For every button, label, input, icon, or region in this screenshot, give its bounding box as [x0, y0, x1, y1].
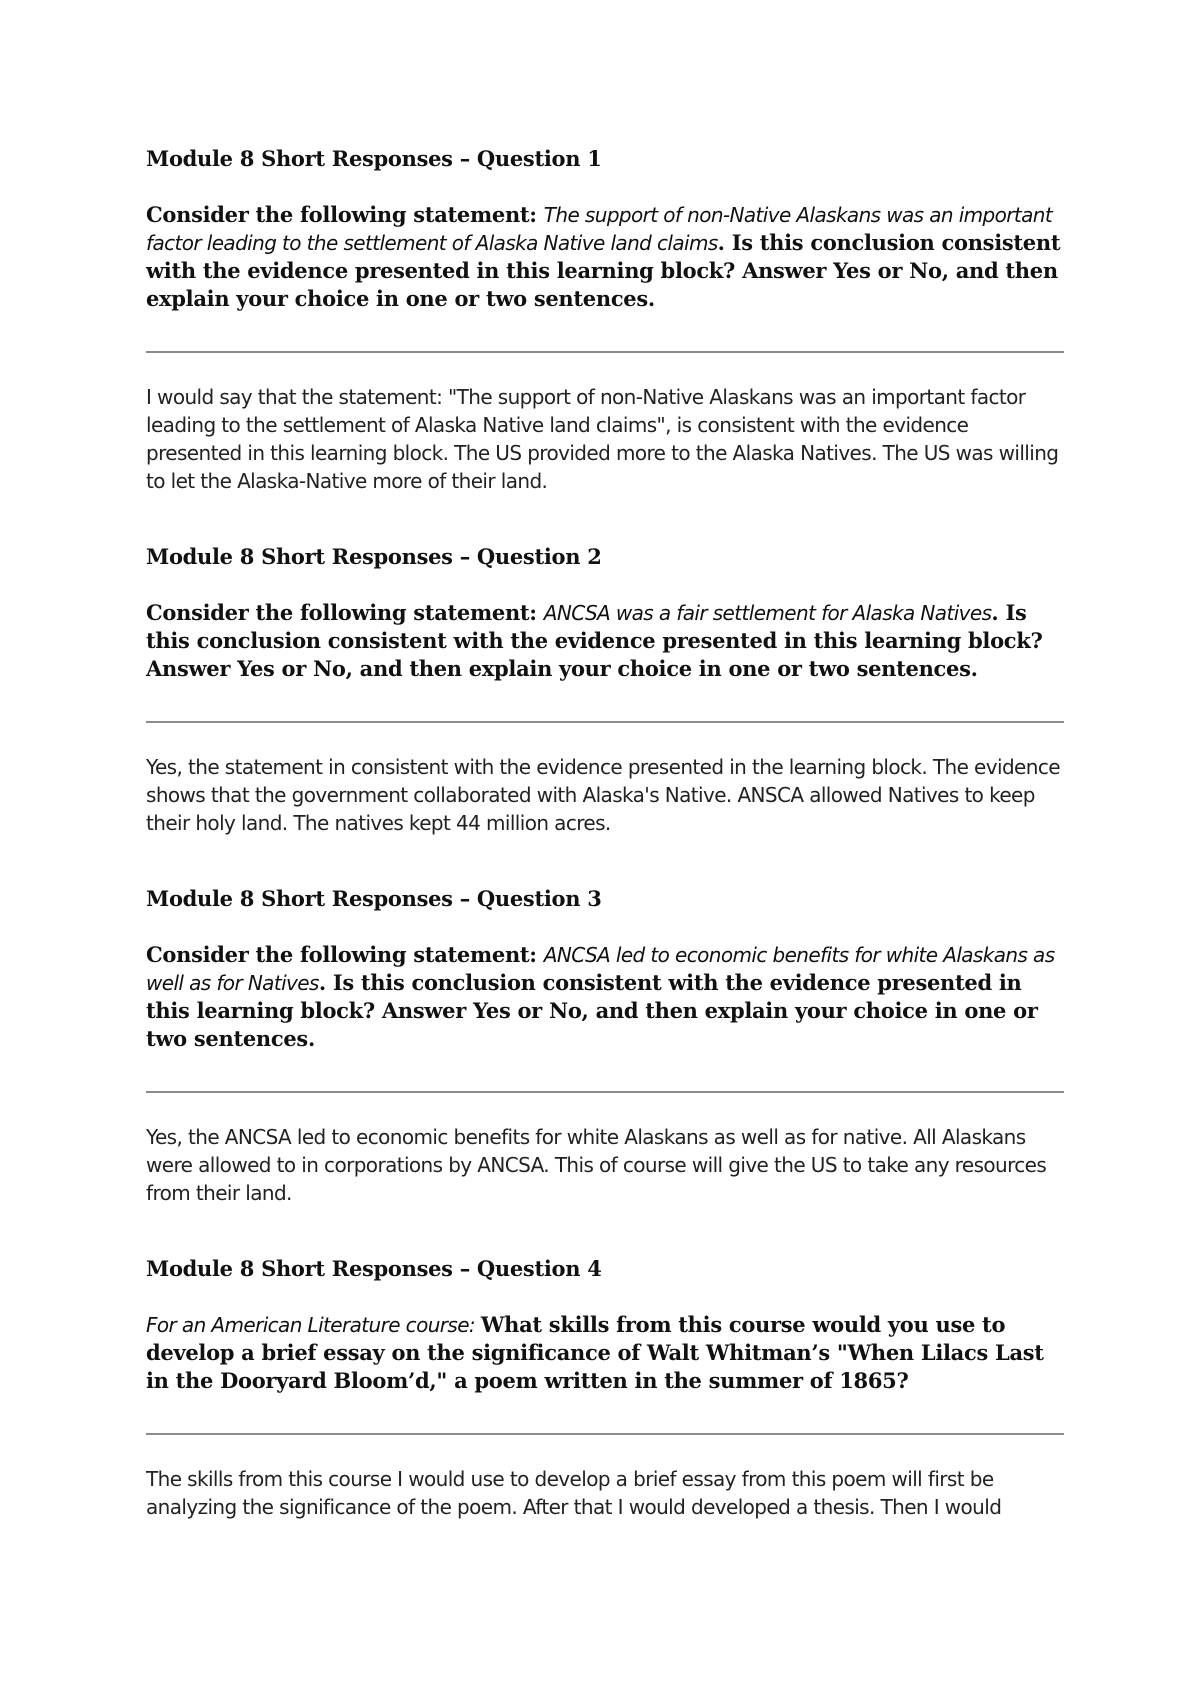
question-2-tail: . Is this conclusion consistent with the evidence presented in this learning block? Answer Yes or No, and then explain your choice in one or two sentences.: [146, 600, 1043, 681]
question-4-prompt: [146, 1311, 1064, 1395]
question-1-statement: The support of non-Native Alaskans was an important factor leading to the settlement of Alaska Native land claims: [146, 203, 1053, 255]
question-4-heading: Module 8 Short Responses – Question 4: [146, 1256, 602, 1281]
question-1-lead: Consider the following statement:: [146, 202, 544, 227]
question-2-prompt: [146, 599, 1064, 683]
question-1-prompt: [146, 201, 1064, 313]
question-3-prompt: [146, 941, 1064, 1053]
question-2-heading: Module 8 Short Responses – Question 2: [146, 544, 602, 569]
question-1-divider: [146, 351, 1064, 353]
question-2-answer: Yes, the statement in consistent with the evidence presented in the learning block. The evidence shows that the government collaborated with Alaska's Native. ANSCA allowed Natives to keep their holy land. The natives kept 44 million acres.: [146, 755, 1060, 835]
question-4-answer: The skills from this course I would use to develop a brief essay from this poem will first be analyzing the significance of the poem. After that I would developed a thesis. Then I would: [146, 1467, 1002, 1519]
question-3-divider: [146, 1091, 1064, 1093]
question-2-statement: ANCSA was a fair settlement for Alaska Natives: [543, 601, 992, 625]
question-3-lead: Consider the following statement:: [146, 942, 544, 967]
question-3-heading: Module 8 Short Responses – Question 3: [146, 886, 602, 911]
question-3-tail: . Is this conclusion consistent with the evidence presented in this learning block? Answer Yes or No, and then explain your choice in one or two sentences.: [146, 970, 1038, 1051]
question-1-tail: . Is this conclusion consistent with the evidence presented in this learning block? Answer Yes or No, and then explain your choice in one or two sentences.: [146, 230, 1061, 311]
question-3-statement: ANCSA led to economic benefits for white Alaskans as well as for Natives: [146, 943, 1055, 995]
question-4-section: [146, 1255, 1064, 1521]
question-2-divider: [146, 721, 1064, 723]
question-2-section: [146, 543, 1064, 837]
question-1-heading: Module 8 Short Responses – Question 1: [146, 146, 602, 171]
question-1-section: [146, 145, 1064, 495]
question-4-tail: What skills from this course would you use to develop a brief essay on the significance of Walt Whitman’s "When Lilacs Last in the Dooryard Bloom’d," a poem written in the summer of 1865?: [146, 1312, 1044, 1393]
question-3-section: [146, 885, 1064, 1207]
question-3-answer: Yes, the ANCSA led to economic benefits for white Alaskans as well as for native. All Alaskans were allowed to in corporations by ANCSA. This of course will give the US to take any resources from their land.: [146, 1125, 1047, 1205]
question-2-lead: Consider the following statement:: [146, 600, 544, 625]
document-body: [146, 145, 1064, 1521]
question-4-divider: [146, 1433, 1064, 1435]
question-1-answer: I would say that the statement: "The support of non-Native Alaskans was an important factor leading to the settlement of Alaska Native land claims", is consistent with the evidence presented in this learning block. The US provided more to the Alaska Natives. The US was willing to let the Alaska-Native more of their land.: [146, 385, 1059, 493]
question-4-statement: For an American Literature course:: [146, 1313, 481, 1337]
